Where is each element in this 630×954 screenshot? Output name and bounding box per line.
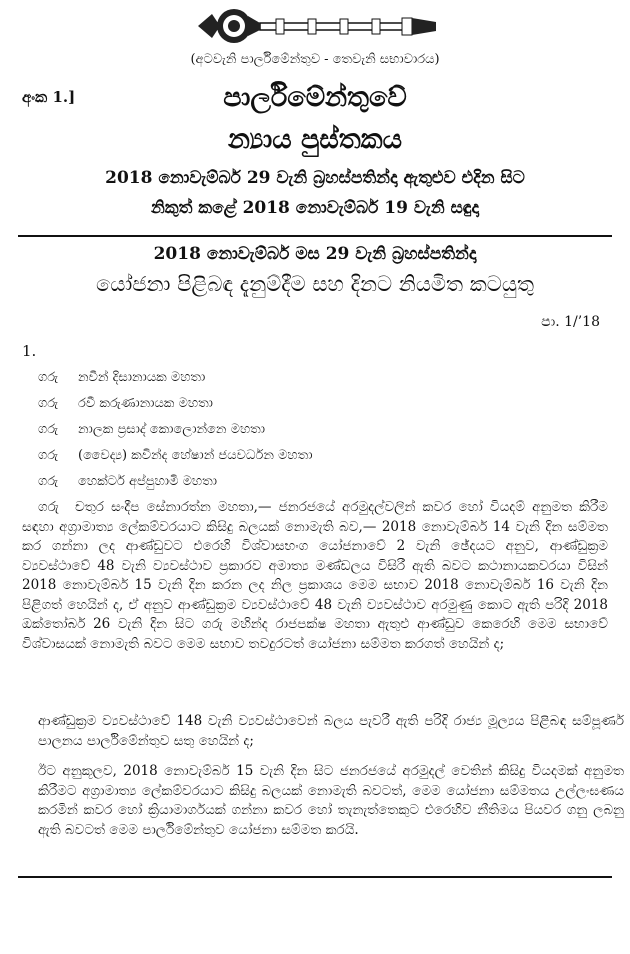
member-row: [38, 448, 312, 463]
motion-number: 1.: [22, 342, 37, 360]
honorific: ගරු: [38, 499, 59, 515]
honorific: ගරු: [38, 448, 59, 463]
member-name: නවීන් දිසානායක මහතා: [78, 370, 206, 385]
divider-bottom: [18, 876, 612, 878]
motion-paragraph-2: ආණ්ඩුක්‍රම ව්‍යවස්ථාවේ 148 වැනි ව්‍යවස්ථාවෙන් බලය පැවරී ඇති පරිදි රාජ්‍ය මූල්‍යය පිළිබඳ සම්පූර්ණ පාලනය පාර්ලිමේන්තුව සතු හෙයින් ද;: [38, 713, 624, 749]
motion-paragraph-1-text: චතුර සංදීප සේනාරත්න මහතා,— ජනරජයේ අරමුදල්වලින් කවර හෝ වියදම් අනුමත කිරීම සඳහා අග්‍රාමාත්‍ය ලේකම්වරයාට කිසිදු බලයක් නොමැති බව,— 2018 නොවැම්බර් 14 වැනි දින සම්මත කර ගන්නා ලද ආණ්ඩුවට එරෙහි විශ්වාසභංග යෝජනාවේ 2 වැනි ඡේදයට අනුව, ආණ්ඩුක්‍රම ව්‍යවස්ථාවේ 48 වැනි ව්‍යවස්ථාව ප්‍රකාරව අමාත්‍ය මණ්ඩලය විසිරී ඇති බවට කථානායකවරයා විසින් 2018 නොවැම්බර් 15 වැනි දින කරන ලද නිල ප්‍රකාශය මෙම සභාව 2018 නොවැම්බර් 16 වැනි දින පිළිගත් හෙයින් ද, ඒ අනුව ආණ්ඩුක්‍රම ව්‍යවස්ථාවේ 48 වැනි ව්‍යවස්ථාව අරමුණු කොට ඇති පරිදි 2018 ඔක්තෝබර් 26 වැනි දින සිට ගරු මහින්ද රාජපක්ෂ මහතා ඇතුළු ආණ්ඩුව කෙරෙහි මෙම සභාවේ විශ්වාසයක් නොමැති බවට මෙම සභාව තවදුරටත් යෝජනා සම්මත කරගත් හෙයින් ද;: [22, 499, 608, 652]
member-row: [38, 474, 217, 489]
divider-top: [18, 235, 612, 237]
sitting-date: 2018 නොවැම්බර් මස 29 වැනි බ්‍රහස්පතින්දා: [153, 244, 477, 264]
parliament-mace-icon: [190, 6, 442, 46]
motion-paragraph-1: [22, 498, 608, 654]
member-name: (වෛද්‍ය) කවින්ද හේෂාන් ජයවර්ධන මහතා: [78, 448, 313, 463]
member-row: [38, 370, 205, 385]
member-row: [38, 422, 265, 437]
member-name: නාලක ප්‍රසාද් කොලොන්නෙ මහතා: [78, 422, 266, 437]
member-row: [38, 396, 213, 411]
honorific: ගරු: [38, 422, 59, 437]
motion-paragraph-3: ඊට අනුකූලව, 2018 නොවැම්බර් 15 වැනි දින සිට ජනරජයේ අරමුදල් වෙතින් කිසිදු වියදමක් අනුමත කිරීමට අග්‍රාමාත්‍ය ලේකම්වරයාට කිසිදු බලයක් නොමැති බවටත්, මෙම යෝජනා සම්මතය උල්ලංඝණය කරමින් කවර හෝ ක්‍රියාමාර්ගයක් ගන්නා කවර හෝ තැනැත්තෙකුට එරෙහිව නීතිමය පියවර ගනු ලබනු ඇති බවටත් මෙම පාර්ලිමේන්තුව යෝජනා සම්මත කරයි.: [38, 763, 624, 838]
section-heading: යෝජනා පිළිබඳ දැනුම්දීම සහ දිනට නියමිත කටයුතු: [95, 272, 535, 296]
member-name: රවී කරුණානායක මහතා: [78, 396, 213, 411]
page-reference: පා. 1/’18: [541, 314, 600, 330]
member-name: හෙක්ටර් අප්පුහාමි මහතා: [78, 474, 217, 489]
title-order-book: න්‍යාය පුස්තකය: [228, 124, 402, 155]
honorific: ගරු: [38, 396, 59, 411]
week-line-1: 2018 නොවැම්බර් 29 වැනි බ්‍රහස්පතින්දා ඇතුළුව එදින සිට: [105, 168, 525, 188]
week-line-2: නිකුත් කළේ 2018 නොවැම්බර් 19 වැනි සඳුදා: [150, 198, 480, 218]
title-parliament: පාර්ලිමේන්තුවේ: [223, 82, 407, 113]
honorific: ගරු: [38, 474, 59, 489]
issue-number: අංක 1.]: [22, 88, 76, 106]
session-note: (අටවැනි පාර්ලිමේන්තුව - තෙවැනි සභාවාරය): [190, 52, 440, 67]
honorific: ගරු: [38, 370, 59, 385]
